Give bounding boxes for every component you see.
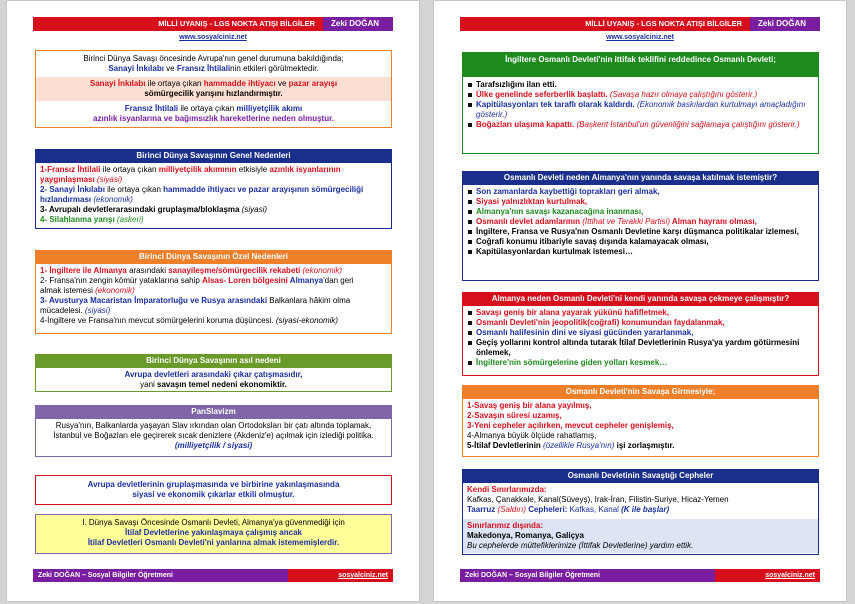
- general-causes-box: Birinci Dünya Savaşının Genel Nedenleri 1-Fransız İhtilali ile ortaya çıkan milliyetçilik akımının etkisiyle azınlık isyanlarının yaygınlaşması (siyasi) 2- Sanayi İnkılabı ile ortaya çıkan hammadde ihtiyacı ve pazar arayışının sömürgeciliği hızlandırması (ekonomik) 3- Avrupalı devletlerarasındaki gruplaşma/bloklaşma (siyasi) 4- Silahlanma yarışı (askeri): [35, 149, 392, 229]
- list-item: Osmanlı devlet adamlarının (İttihat ve Terakki Partisi) Alman hayranı olması,: [467, 217, 814, 227]
- refuse-list: [463, 77, 818, 130]
- footer-site[interactable]: sosyalciniz.net: [715, 569, 820, 582]
- refuse-box: [462, 52, 819, 154]
- list-item: Osmanlı Devleti'nin jeopolitik(coğrafi) konumundan faydalanmak,: [467, 318, 814, 328]
- groups-box: Avrupa devletlerinin gruplaşmasında ve birbirine yakınlaşmasında siyasi ve ekonomik çıkarlar etkili olmuştur.: [35, 475, 392, 505]
- list-item: İngiltere, Fransa ve Rusya'nın Osmanlı Devletine karşı düşmanca politikalar izlemesi,: [467, 227, 814, 237]
- list-item: İngiltere'nin sömürgelerine giden yolları kesmek…: [467, 358, 814, 368]
- header-title: MİLLİ UYANIŞ - LGS NOKTA ATIŞI BİLGİLER: [33, 17, 323, 31]
- left-footer: [33, 569, 393, 582]
- list-item: Geçiş yollarını kontrol altında tutarak İtilaf Devletlerinin Rusya'ya yardım götürmesini önlemek,: [467, 338, 814, 358]
- footer-author: Zeki DOĞAN – Sosyal Bilgiler Öğretmeni: [33, 569, 288, 582]
- left-header-bar: [33, 17, 393, 31]
- right-header-bar: [460, 17, 820, 31]
- germany-title: Almanya neden Osmanlı Devleti'ni kendi yanında savaşa çekmeye çalışmıştır?: [463, 293, 818, 306]
- panslavism-box: PanSlavizm Rusya'nın, Balkanlarda yaşayan Slav ırkından olan Ortodoksları bir çatı altında toplamak, İstanbul ve Boğazları ele geçirerek sıcak denizlere (Akdeniz'e) açılmak için izlediği politika. (milliyetçilik / siyasi): [35, 405, 392, 457]
- site-link[interactable]: www.sosyalciniz.net: [606, 34, 674, 41]
- list-item: Ülke genelinde seferberlik başlattı. (Savaşa hazır olmaya çalıştığını gösterir.): [467, 90, 814, 100]
- header-author: Zeki DOĞAN: [750, 17, 820, 31]
- intro-highlight: Sanayi İnkılabı ile ortaya çıkan hammadde ihtiyacı ve pazar arayışı sömürgecilik yarışını hızlandırmıştır.: [36, 77, 391, 101]
- fronts-title: Osmanlı Devletinin Savaştığı Cepheler: [463, 470, 818, 483]
- why-list: [463, 185, 818, 259]
- germany-box: [462, 292, 819, 376]
- why-title: Osmanlı Devleti neden Almanya'nın yanında savaşa katılmak istemiştir?: [463, 172, 818, 185]
- general-causes-title: Birinci Dünya Savaşının Genel Nedenleri: [36, 150, 391, 163]
- real-cause-box: Birinci Dünya Savaşının asıl nedeni Avrupa devletleri arasındaki çıkar çatışmasıdır, yani savaşın temel nedeni ekonomiktir.: [35, 354, 392, 392]
- right-footer: [460, 569, 820, 582]
- right-page: [433, 0, 847, 602]
- header-title: MİLLİ UYANIŞ - LGS NOKTA ATIŞI BİLGİLER: [460, 17, 750, 31]
- list-item: Siyasi yalnızlıktan kurtulmak,: [467, 197, 814, 207]
- special-causes-title: Birinci Dünya Savaşının Özel Nedenleri: [36, 251, 391, 264]
- why-box: [462, 171, 819, 281]
- list-item: Savaşı geniş bir alana yayarak yükünü hafifletmek,: [467, 308, 814, 318]
- fronts-outside: Sınırlarımız dışında: Makedonya, Romanya, Galiçya Bu cephelerde müttefiklerimize (İttifak Devletlerine) yardım ettik.: [463, 519, 818, 553]
- list-item: Tarafsızlığını ilan etti.: [467, 80, 814, 90]
- list-item: Almanya'nın savaşı kazanacağına inanması,: [467, 207, 814, 217]
- list-item: Son zamanlarda kaybettiği toprakları geri almak,: [467, 187, 814, 197]
- list-item: Boğazları ulaşıma kapattı. (Başkent İstanbul'un güvenliğini sağlamaya çalıştığını gösterir.): [467, 120, 814, 130]
- refuse-title: İngiltere Osmanlı Devleti'nin ittifak teklifini reddedince Osmanlı Devleti;: [463, 53, 818, 77]
- list-item: Coğrafi konumu itibariyle savaş dışında kalamayacak olması,: [467, 237, 814, 247]
- list-item: Kapitülasyonları tek taraflı olarak kaldırdı. (Ekonomik baskılardan kurtulmayı amaçladığını gösterir.): [467, 100, 814, 120]
- header-author: Zeki DOĞAN: [323, 17, 393, 31]
- entry-box: Osmanlı Devleti'nin Savaşa Girmesiyle; 1-Savaş geniş bir alana yayılmış, 2-Savaşın süresi uzamış, 3-Yeni cepheler açılırken, mevcut cepheler genişlemiş, 4-Almanya büyük ölçüde rahatlamış, 5-İtilaf Devletlerinin (özellikle Rusya'nın) işi zorlaşmıştır.: [462, 385, 819, 457]
- intro-box: Birinci Dünya Savaşı öncesinde Avrupa'nın genel durumuna bakıldığında; Sanayi İnkılabı ve Fransız İhtilalinin etkileri görülmektedir. Sanayi İnkılabı ile ortaya çıkan hammadde ihtiyacı ve pazar arayışı sömürgecilik yarışını hızlandırmıştır. Fransız İhtilali ile ortaya çıkan milliyetçilik akımı azınlık isyanlarına ve bağımsızlık hareketlerine neden olmuştur.: [35, 50, 392, 128]
- list-item: Kapitülasyonlardan kurtulmak istemesi…: [467, 247, 814, 257]
- real-cause-title: Birinci Dünya Savaşının asıl nedeni: [36, 355, 391, 368]
- fronts-box: Osmanlı Devletinin Savaştığı Cepheler Kendi Sınırlarımızda: Kafkas, Çanakkale, Kanal(Süveyş), Irak-İran, Filistin-Suriye, Hicaz-Yemen Taarruz (Saldırı) Cepheleri: Kafkas, Kanal (K ile başlar) Sınırlarımız dışında: Makedonya, Romanya, Galiçya Bu cephelerde müttefiklerimize (İttifak Devletlerine) yardım ettik.: [462, 469, 819, 555]
- footer-author: Zeki DOĞAN – Sosyal Bilgiler Öğretmeni: [460, 569, 715, 582]
- list-item: Osmanlı halifesinin dini ve siyasi gücünden yararlanmak,: [467, 328, 814, 338]
- germany-list: [463, 306, 818, 370]
- special-causes-box: Birinci Dünya Savaşının Özel Nedenleri 1- İngiltere ile Almanya arasındaki sanayileşme/sömürgecilik rekabeti (ekonomik) 2- Fransa'nın zengin kömür yataklarına sahip Alsas- Loren bölgesini Almanya'dan geri almak istemesi (ekonomik) 3- Avusturya Macaristan İmparatorluğu ve Rusya arasındaki Balkanlara hâkim olma mücadelesi. (siyasi) 4-İngiltere ve Fransa'nın mevcut sömürgelerini koruma düşüncesi. (siyasi-ekonomik): [35, 250, 392, 334]
- left-page: [6, 0, 420, 602]
- site-link[interactable]: www.sosyalciniz.net: [179, 34, 247, 41]
- footer-site[interactable]: sosyalciniz.net: [288, 569, 393, 582]
- panslavism-title: PanSlavizm: [36, 406, 391, 419]
- entry-title: Osmanlı Devleti'nin Savaşa Girmesiyle;: [463, 386, 818, 399]
- ottoman-box: I. Dünya Savaşı Öncesinde Osmanlı Devleti, Almanya'ya güvenmediği için İtilaf Devletlerine yakınlaşmaya çalışmış ancak İtilaf Devletleri Osmanlı Devleti'ni yanlarına almak istememişlerdir.: [35, 514, 392, 554]
